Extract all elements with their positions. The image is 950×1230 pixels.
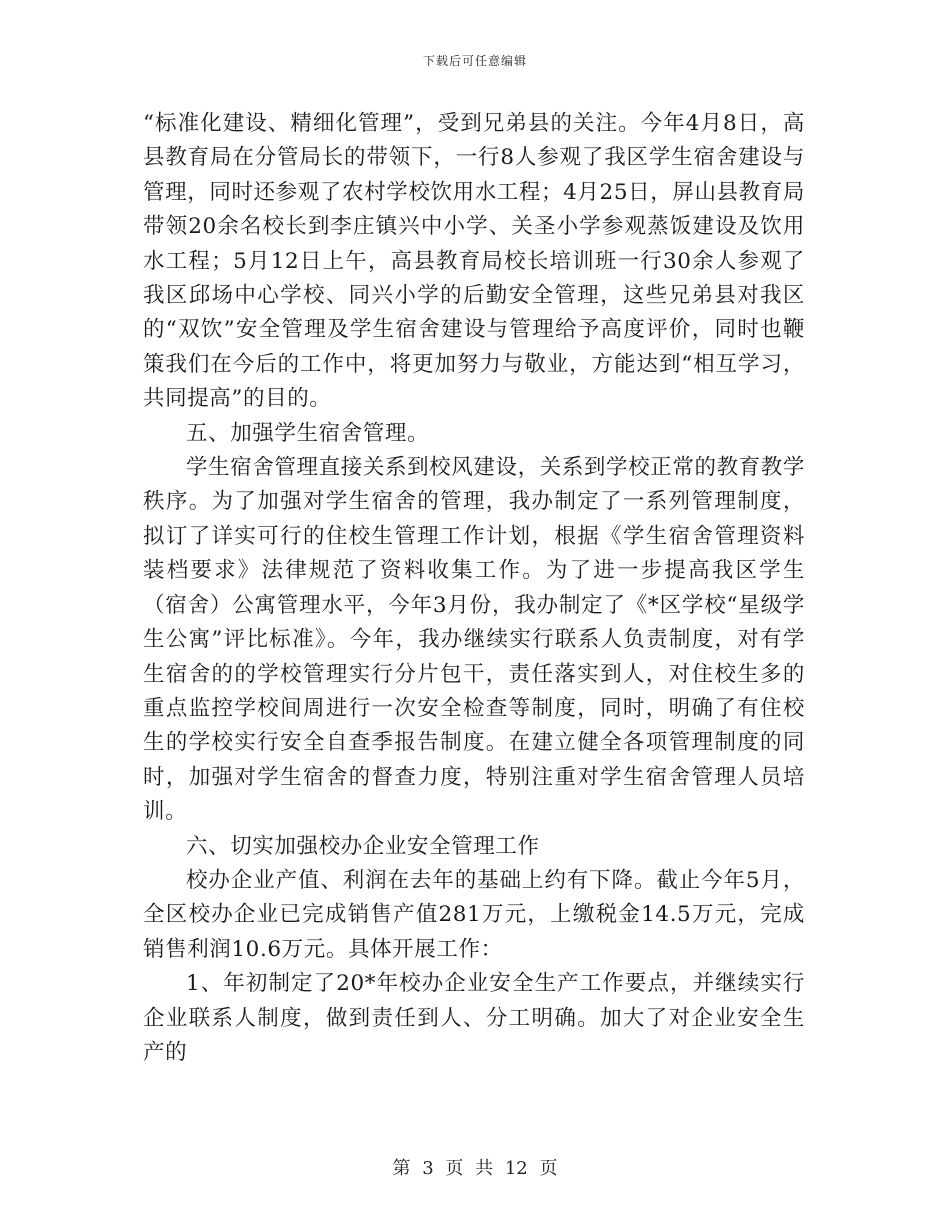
paragraph-dormitory-visits: “标准化建设、精细化管理”，受到兄弟县的关注。今年4月8日，高县教育局在分管局长的带领下，一行8人参观了我区学生宿舍建设与管理，同时还参观了农村学校饮用水工程；4月25日，屏山县教育局带领20余名校长到李庄镇兴中小学、关圣小学参观蒸饭建设及饮用水工程；5月12日上午，高县教育局校长培训班一行30余人参观了我区邱场中心学校、同兴小学的后勤安全管理，这些兄弟县对我区的“双饮”安全管理及学生宿舍建设与管理给予高度评价，同时也鞭策我们在今后的工作中，将更加努力与敬业，方能达到“相互学习，共同提高”的目的。 — [143, 111, 805, 412]
paragraph-dormitory-management: 学生宿舍管理直接关系到校风建设，关系到学校正常的教育教学秩序。为了加强对学生宿舍的管理，我办制定了一系列管理制度，拟订了详实可行的住校生管理工作计划，根据《学生宿舍管理资料装档要求》法律规范了资料收集工作。为了进一步提高我区学生（宿舍）公寓管理水平，今年3月份，我办制定了《*区学校“星级学生公寓”评比标准》。今年，我办继续实行联系人负责制度，对有学生宿舍的的学校管理实行分片包干，责任落实到人，对住校生多的重点监控学校间周进行一次安全检查等制度，同时，明确了有住校生的学校实行安全自查季报告制度。在建立健全各项管理制度的同时，加强对学生宿舍的督查力度，特别注重对学生宿舍管理人员培训。 — [143, 455, 805, 825]
page-header-note: 下载后可任意编辑 — [422, 54, 527, 68]
document-body — [143, 107, 805, 1070]
heading-strengthen-dormitory-management: 五、加强学生宿舍管理。 — [186, 420, 430, 446]
page-number-footer: 第 3 页 共 12 页 — [392, 1158, 558, 1179]
heading-school-enterprise-safety: 六、切实加强校办企业安全管理工作 — [186, 833, 540, 859]
paragraph-school-enterprise-output: 校办企业产值、利润在去年的基础上约有下降。截止今年5月，全区校办企业已完成销售产值281万元，上缴税金14.5万元，完成销售利润10.6万元。具体开展工作： — [143, 867, 805, 962]
paragraph-enterprise-work-points: 1、年初制定了20*年校办企业安全生产工作要点，并继续实行企业联系人制度，做到责任到人、分工明确。加大了对企业安全生产的 — [143, 971, 805, 1065]
